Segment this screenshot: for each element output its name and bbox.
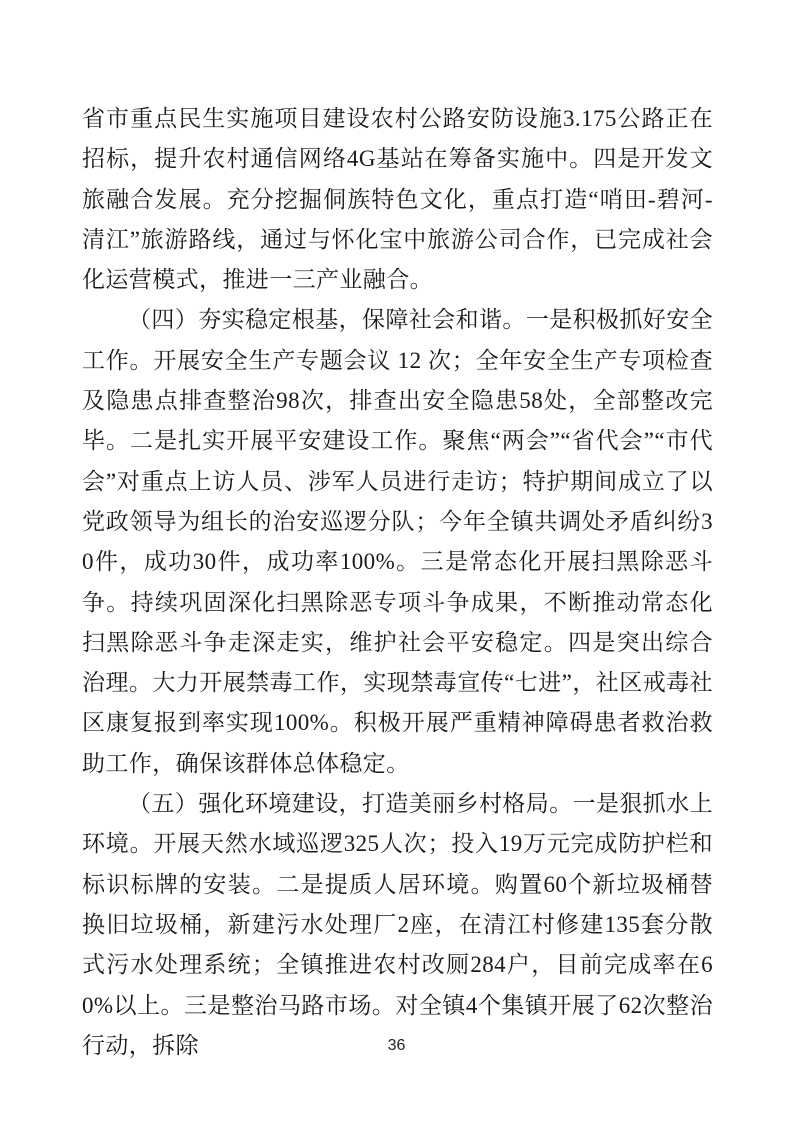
page-number: 36 [387,1037,406,1054]
paragraph [82,300,713,784]
body-text: 省市重点民生实施项目建设农村公路安防设施3.175公路正在招标，提升农村通信网络4G基站在筹备实施中。四是开发文旅融合发展。充分挖掘侗族特色文化，重点打造“哨田-碧河-清江”旅游路线，通过与怀化宝中旅游公司合作，已完成社会化运营模式，推进一三产业融合。 [82,106,713,293]
section-heading: （四）夯实稳定根基，保障社会和谐。 [128,307,526,333]
paragraph [82,784,713,1066]
section-heading: （五）强化环境建设，打造美丽乡村格局。 [128,791,573,817]
document-body [82,99,713,1066]
paragraph [82,99,713,300]
body-text: 一是积极抓好安全工作。开展安全生产专题会议 12 次；全年安全生产专项检查及隐患点排查整治98次，排查出安全隐患58处，全部整改完毕。二是扎实开展平安建设工作。聚焦“两会”“省代会”“市代会”对重点上访人员、涉军人员进行走访；特护期间成立了以党政领导为组长的治安巡逻分队；今年全镇共调处矛盾纠纷30件，成功30件，成功率100%。三是常态化开展扫黑除恶斗争。持续巩固深化扫黑除恶专项斗争成果，不断推动常态化扫黑除恶斗争走深走实，维护社会平安稳定。四是突出综合治理。大力开展禁毒工作，实现禁毒宣传“七进”，社区戒毒社区康复报到率实现100%。积极开展严重精神障碍患者救治救助工作，确保该群体总体稳定。 [82,307,714,776]
body-text: 一是狠抓水上环境。开展天然水域巡逻325人次；投入19万元完成防护栏和标识标牌的安装。二是提质人居环境。购置60个新垃圾桶替换旧垃圾桶，新建污水处理厂2座，在清江村修建135套分散式污水处理系统；全镇推进农村改厕284户，目前完成率在60%以上。三是整治马路市场。对全镇4个集镇开展了62次整治行动，拆除 [82,791,714,1058]
